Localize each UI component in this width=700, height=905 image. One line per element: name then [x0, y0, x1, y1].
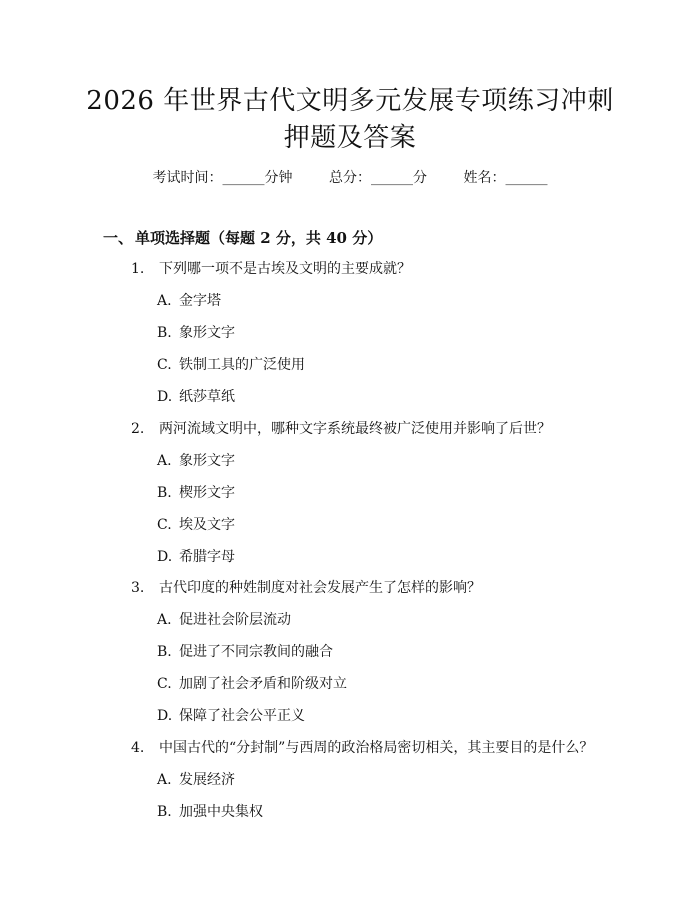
q3-option-a [157, 610, 291, 630]
option-letter: B. [157, 325, 172, 341]
option-text: 楔形文字 [179, 485, 235, 501]
option-letter: A. [157, 293, 172, 309]
option-text: 铁制工具的广泛使用 [179, 357, 305, 373]
option-text: 象形文字 [179, 325, 235, 341]
question-number: 1. [131, 261, 145, 277]
q2-option-a [157, 451, 235, 471]
question-3 [131, 578, 481, 598]
q3-option-c [157, 674, 347, 694]
option-letter: B. [157, 485, 172, 501]
q1-option-b [157, 323, 235, 343]
option-text: 加强中央集权 [179, 804, 263, 820]
option-text: 促进了不同宗教间的融合 [179, 644, 333, 660]
section-heading [103, 227, 382, 249]
page-title-line-1: 2026 年世界古代文明多元发展专项练习冲刺 [86, 86, 614, 116]
q1-option-a [157, 291, 221, 311]
page-title-line-2: 押题及答案 [283, 123, 417, 153]
option-letter: A. [157, 453, 172, 469]
option-letter: A. [157, 612, 172, 628]
exam-meta [0, 168, 700, 188]
question-number: 4. [131, 740, 145, 756]
option-text: 保障了社会公平正义 [179, 708, 305, 724]
question-4 [131, 738, 593, 758]
option-letter: B. [157, 804, 172, 820]
option-text: 象形文字 [179, 453, 235, 469]
question-2 [131, 419, 551, 439]
section-number: 一、 [103, 229, 134, 247]
q2-option-b [157, 483, 235, 503]
question-text: 古代印度的种姓制度对社会发展产生了怎样的影响？ [159, 580, 481, 596]
exam-time-field: 考试时间：______分钟 [152, 170, 293, 186]
option-text: 纸莎草纸 [179, 389, 235, 405]
question-number: 3. [131, 580, 145, 596]
option-letter: A. [157, 772, 172, 788]
question-text: 两河流域文明中，哪种文字系统最终被广泛使用并影响了后世？ [159, 421, 551, 437]
q4-option-b [157, 802, 263, 822]
student-name-field: 姓名：______ [463, 170, 548, 186]
q1-option-d [157, 387, 235, 407]
q4-option-a [157, 770, 235, 790]
q2-option-d [157, 547, 235, 567]
option-text: 加剧了社会矛盾和阶级对立 [179, 676, 347, 692]
section-label: 单项选择题（每题 2 分，共 40 分） [135, 229, 383, 247]
option-letter: D. [157, 389, 173, 405]
option-letter: B. [157, 644, 172, 660]
option-text: 发展经济 [179, 772, 235, 788]
q3-option-d [157, 706, 305, 726]
option-text: 促进社会阶层流动 [179, 612, 291, 628]
question-text: 下列哪一项不是古埃及文明的主要成就？ [159, 261, 411, 277]
q3-option-b [157, 642, 333, 662]
option-letter: C. [157, 517, 172, 533]
option-letter: C. [157, 357, 172, 373]
option-letter: C. [157, 676, 172, 692]
total-score-field: 总分：______分 [329, 170, 427, 186]
question-1 [131, 259, 411, 279]
option-text: 希腊字母 [179, 549, 235, 565]
option-letter: D. [157, 708, 173, 724]
q2-option-c [157, 515, 235, 535]
option-text: 金字塔 [179, 293, 221, 309]
question-text: 中国古代的“分封制”与西周的政治格局密切相关，其主要目的是什么？ [159, 740, 594, 756]
option-letter: D. [157, 549, 173, 565]
option-text: 埃及文字 [179, 517, 235, 533]
question-number: 2. [131, 421, 145, 437]
q1-option-c [157, 355, 305, 375]
